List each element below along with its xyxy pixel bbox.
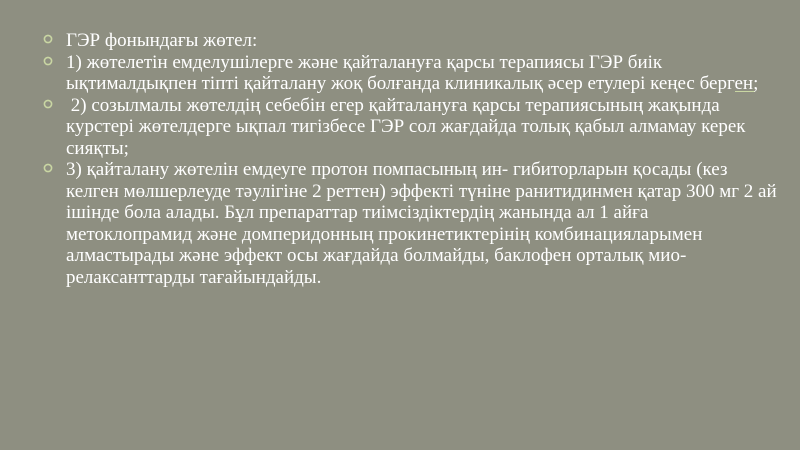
bullet-list	[42, 30, 777, 288]
list-item	[42, 159, 777, 288]
list-item-text: 3) қайталану жөтелін емдеуге протон помпасының ин- гибиторларын қосады (кез келген мөлшерлеуде тәулігіне 2 реттен) эффекті түніне ранитидинмен қатар 300 мг 2 ай ішінде бола алады. Бұл препараттар тиімсіздіктердің жанында ал 1 айға метоклопрамид және домперидонның прокинетиктерінің комбинацияларымен алмастырады және эффект осы жағдайда болмайды, баклофен орталық мио- релаксанттарды тағайындайды.	[66, 159, 777, 288]
ring-bullet-icon	[42, 98, 54, 110]
ring-bullet-icon	[42, 33, 54, 45]
ring-bullet-icon	[42, 162, 54, 174]
list-item	[42, 30, 777, 52]
list-item-text: 2) созылмалы жөтелдің себебін егер қайталануға қарсы терапиясының жақында курстері жөтелдерге ықпал тигізбесе ГЭР сол жағдайда толық қабыл алмамау керек сияқты;	[66, 94, 751, 159]
list-item	[42, 95, 777, 160]
ring-bullet-icon	[42, 55, 54, 67]
list-item	[42, 52, 777, 95]
list-item-text: 1) жөтелетін емделушілерге және қайталануға қарсы терапиясы ГЭР биік ықтималдықпен тіпті қайталану жоқ болғанда клиникалық әсер етулері кеңес берген;	[66, 51, 759, 94]
list-item-text: ГЭР фонындағы жөтел:	[66, 30, 258, 51]
